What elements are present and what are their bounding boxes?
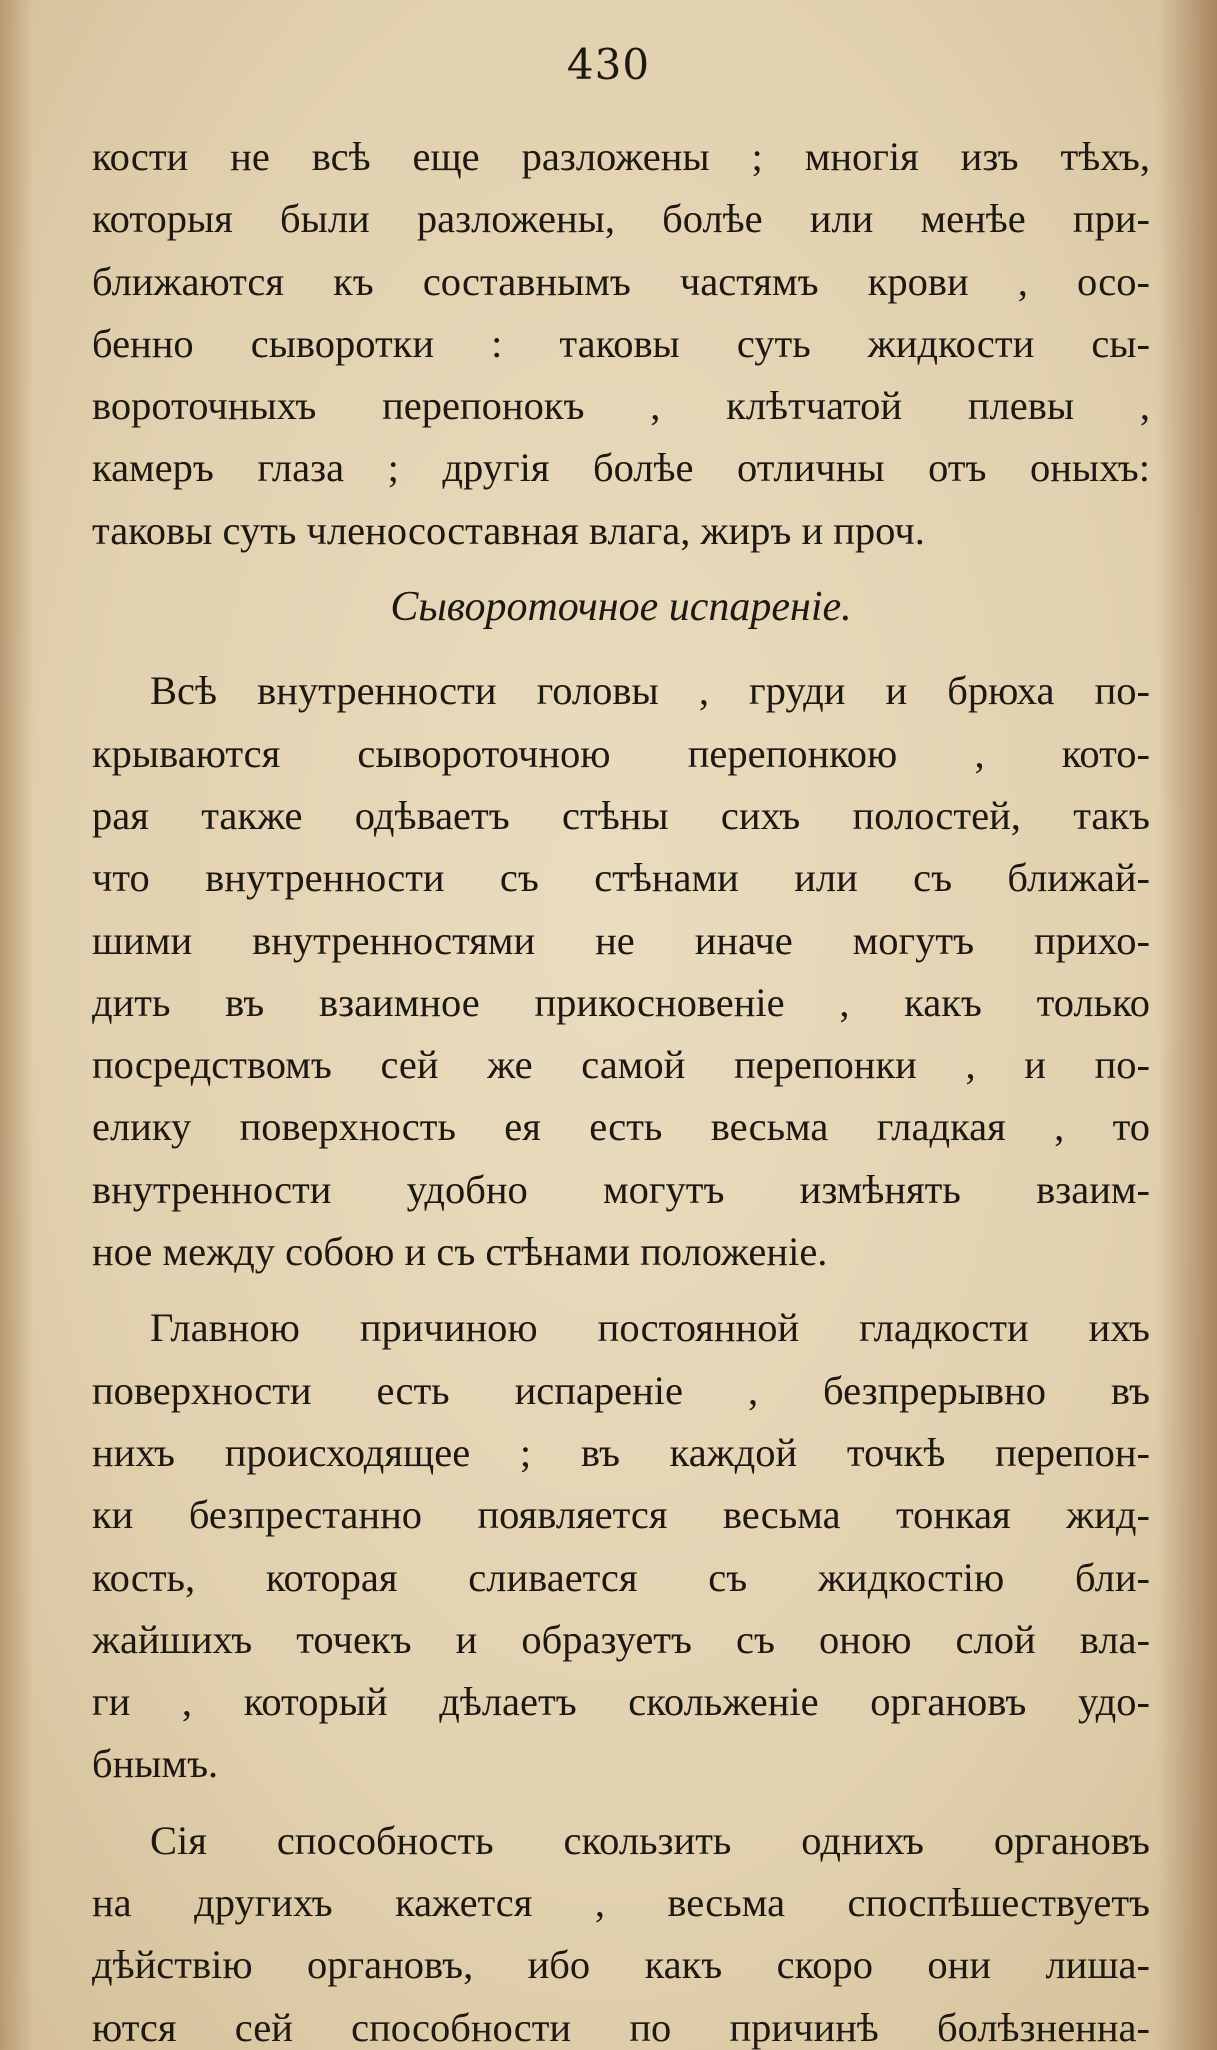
text-line: поверхности есть испареніе , безпрерывно въ (92, 1367, 1150, 1413)
text-line: нихъ происходящее ; въ каждой точкѣ перепон- (92, 1429, 1150, 1475)
body-text (92, 126, 1150, 2050)
text-line: которыя были разложены, болѣе или менѣе при- (92, 196, 1150, 242)
text-line: вороточныхъ перепонокъ , клѣтчатой плевы , (92, 383, 1150, 429)
paragraph-gap (92, 1283, 1150, 1297)
text-line: шими внутренностями не иначе могутъ прихо- (92, 917, 1150, 963)
paragraph-1 (92, 126, 1150, 562)
section-heading: Сывороточное испареніе. (390, 584, 852, 631)
text-line: посредствомъ сей же самой перепонки , и по- (92, 1042, 1150, 1088)
text-line: жайшихъ точекъ и образуетъ съ оною слой вла- (92, 1616, 1150, 1662)
paragraph-2 (92, 660, 1150, 1283)
text-line: бнымъ. (92, 1741, 219, 1787)
text-line: ближаются къ составнымъ частямъ крови , осо- (92, 258, 1150, 304)
text-line: ки безпрестанно появляется весьма тонкая жид- (92, 1492, 1150, 1538)
text-line: бенно сыворотки : таковы суть жидкости сы- (92, 320, 1150, 366)
page-number: 430 (566, 40, 651, 89)
text-line: Всѣ внутренности головы , груди и брюха по- (150, 668, 1150, 714)
text-line: дѣйствію органовъ, ибо какъ скоро они лиша- (92, 1942, 1150, 1988)
text-line: Сія способность скользить однихъ органовъ (150, 1817, 1150, 1863)
text-line: внутренности удобно могутъ измѣнять взаим- (92, 1166, 1150, 1212)
text-line: таковы суть членосоставная влага, жиръ и проч. (92, 507, 925, 553)
text-line: на другихъ кажется , весьма споспѣшествуетъ (92, 1880, 1150, 1926)
paragraph-gap (92, 1796, 1150, 1810)
text-line: рая также одѣваетъ стѣны сихъ полостей, такъ (92, 792, 1150, 838)
text-line: Главною причиною постоянной гладкости ихъ (150, 1305, 1150, 1351)
text-line: камеръ глаза ; другія болѣе отличны отъ оныхъ: (92, 445, 1150, 491)
page-edge-shadow-left (0, 0, 34, 2050)
text-line: елику поверхность ея есть весьма гладкая , то (92, 1104, 1150, 1150)
paragraph-3 (92, 1297, 1150, 1795)
text-line: кости не всѣ еще разложены ; многія изъ тѣхъ, (92, 134, 1150, 179)
text-line: крываются сывороточною перепонкою , кото- (92, 730, 1150, 776)
text-line: ги , который дѣлаетъ скольженіе органовъ удо- (92, 1679, 1150, 1725)
text-line: кость, которая сливается съ жидкостію бли- (92, 1554, 1150, 1600)
text-line: дить въ взаимное прикосновеніе , какъ только (92, 979, 1150, 1025)
text-line: ются сей способности по причинѣ болѣзненна- (92, 2004, 1150, 2050)
page-edge-shadow-right (1157, 0, 1217, 2050)
paragraph-4 (92, 1810, 1150, 2050)
text-line: ное между собою и съ стѣнами положеніе. (92, 1229, 828, 1275)
text-line: что внутренности съ стѣнами или съ ближай- (92, 855, 1150, 901)
